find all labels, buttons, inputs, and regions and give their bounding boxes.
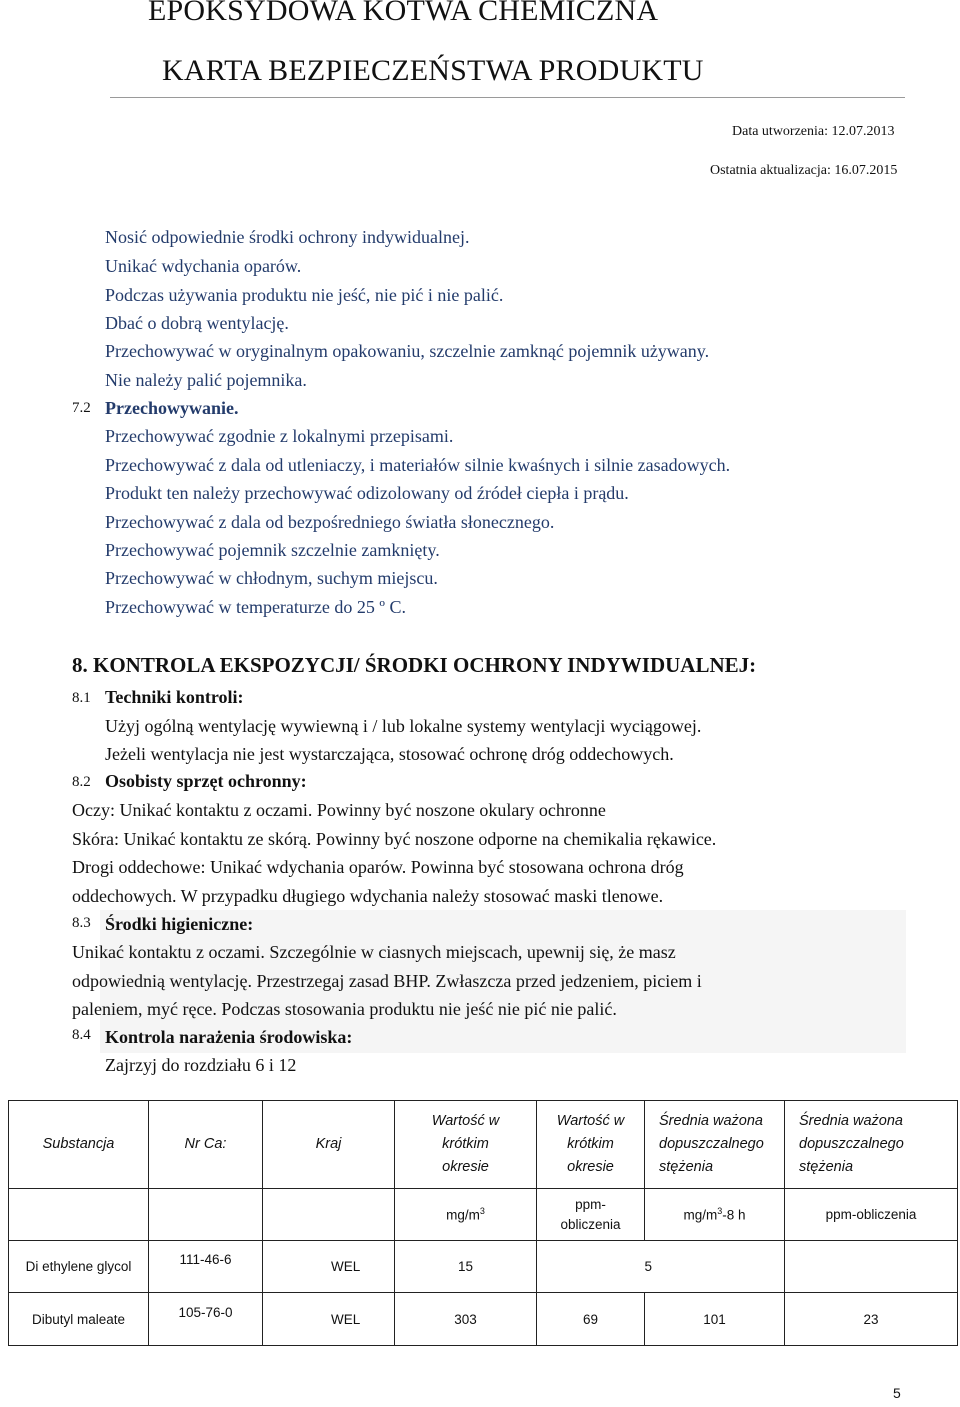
precaution-line: Nosić odpowiednie środki ochrony indywidualnej. [105,227,470,247]
section-8-1-number: 8.1 [72,690,91,706]
value-twa-mg: 5 [645,1241,785,1293]
hygiene-line: Unikać kontaktu z oczami. Szczególnie w ciasnych miejscach, upewnij się, że masz [72,942,676,962]
value-short-mg: 15 [395,1241,537,1293]
precaution-line: Przechowywać w oryginalnym opakowaniu, szczelnie zamknąć pojemnik używany. [105,341,710,361]
units-cell [149,1189,263,1241]
ppe-line: oddechowych. W przypadku długiego wdychania należy stosować maski tlenowe. [72,886,664,906]
precaution-line: Podczas używania produktu nie jeść, nie pić i nie palić. [105,285,504,305]
section-8-title: 8. KONTROLA EKSPOZYCJI/ ŚRODKI OCHRONY INDYWIDUALNEJ: [72,653,757,677]
section-7-2-title: Przechowywanie. [105,398,239,418]
ppe-line: Skóra: Unikać kontaktu ze skórą. Powinny być noszone odporne na chemikalia rękawice. [72,829,717,849]
header-country: Kraj [263,1101,395,1189]
ppe-line: Oczy: Unikać kontaktu z oczami. Powinny być noszone okulary ochronne [72,800,606,820]
control-technique-line: Jeżeli wentylacja nie jest wystarczająca, stosować ochronę dróg oddechowych. [105,744,674,764]
country-code: WEL [263,1241,395,1293]
storage-line: Przechowywać pojemnik szczelnie zamknięty. [105,540,440,560]
table-units-row [9,1189,958,1241]
environment-reference: Zajrzyj do rozdziału 6 i 12 [105,1055,297,1075]
unit-short-ppm: ppm-obliczenia [537,1189,645,1241]
section-8-3-title: Środki higieniczne: [105,914,254,934]
section-8-4-title: Kontrola narażenia środowiska: [105,1027,353,1047]
header-twa-mg: Średnia ważona dopuszczalnego stężenia [645,1101,785,1189]
header-substance: Substancja [9,1101,149,1189]
units-cell [9,1189,149,1241]
creation-date: Data utworzenia: 12.07.2013 [732,124,895,139]
unit-short-mg: $mg/m^3$ [395,1189,537,1241]
precaution-line: Nie należy palić pojemnika. [105,370,307,390]
cas-number: 111-46-6 [149,1241,263,1293]
document-title-line2: KARTA BEZPIECZEŃSTWA PRODUKTU [162,54,704,87]
section-8-2-title: Osobisty sprzęt ochronny: [105,771,307,791]
unit-twa-ppm: ppm-obliczenia [785,1189,958,1241]
table-header-row [9,1101,958,1189]
storage-line: Przechowywać z dala od bezpośredniego światła słonecznego. [105,512,555,532]
section-8-4-number: 8.4 [72,1027,91,1043]
update-date: Ostatnia aktualizacja: 16.07.2015 [710,163,898,178]
hygiene-line: paleniem, myć ręce. Podczas stosowania produktu nie jeść nie pić nie palić. [72,999,617,1019]
value-twa-ppm [785,1241,958,1293]
precaution-line: Unikać wdychania oparów. [105,256,302,276]
header-cas: Nr Ca: [149,1101,263,1189]
section-8-1-title: Techniki kontroli: [105,687,244,707]
page-number: 5 [893,1385,901,1401]
exposure-limits-table [8,1100,958,1346]
storage-line: Przechowywać zgodnie z lokalnymi przepisami. [105,426,454,446]
substance-name: Di ethylene glycol [9,1241,149,1293]
units-cell [263,1189,395,1241]
header-twa-ppm: Średnia ważona dopuszczalnego stężenia [785,1101,958,1189]
section-7-2-number: 7.2 [72,400,91,416]
document-title-line1: EPOKSYDOWA KOTWA CHEMICZNA [148,0,659,27]
storage-line: Przechowywać w temperaturze do 25 º C. [105,597,406,617]
section-8-2-number: 8.2 [72,774,91,790]
value-twa-mg: 101 [645,1293,785,1346]
ppe-line: Drogi oddechowe: Unikać wdychania oparów. Powinna być stosowana ochrona dróg [72,857,684,877]
header-short-term-mg: Wartość w krótkim okresie [395,1101,537,1189]
cas-number: 105-76-0 [149,1293,263,1346]
value-short-ppm [537,1241,645,1293]
substance-name: Dibutyl maleate [9,1293,149,1346]
control-technique-line: Użyj ogólną wentylację wywiewną i / lub lokalne systemy wentylacji wyciągowej. [105,716,702,736]
precaution-line: Dbać o dobrą wentylację. [105,313,289,333]
section-8-3-number: 8.3 [72,915,91,931]
storage-line: Produkt ten należy przechowywać odizolowany od źródeł ciepła i prądu. [105,483,629,503]
country-code: WEL [263,1293,395,1346]
value-short-mg: 303 [395,1293,537,1346]
header-divider [110,97,905,98]
storage-line: Przechowywać w chłodnym, suchym miejscu. [105,568,438,588]
unit-twa-mg: $mg/m^3-8$ h [645,1189,785,1241]
storage-line: Przechowywać z dala od utleniaczy, i materiałów silnie kwaśnych i silnie zasadowych. [105,455,731,475]
table-row [9,1293,958,1346]
header-short-term-ppm: Wartość w krótkim okresie [537,1101,645,1189]
table-row [9,1241,958,1293]
value-twa-ppm: 23 [785,1293,958,1346]
hygiene-line: odpowiednią wentylację. Przestrzegaj zasad BHP. Zwłaszcza przed jedzeniem, piciem i [72,971,702,991]
value-short-ppm: 69 [537,1293,645,1346]
